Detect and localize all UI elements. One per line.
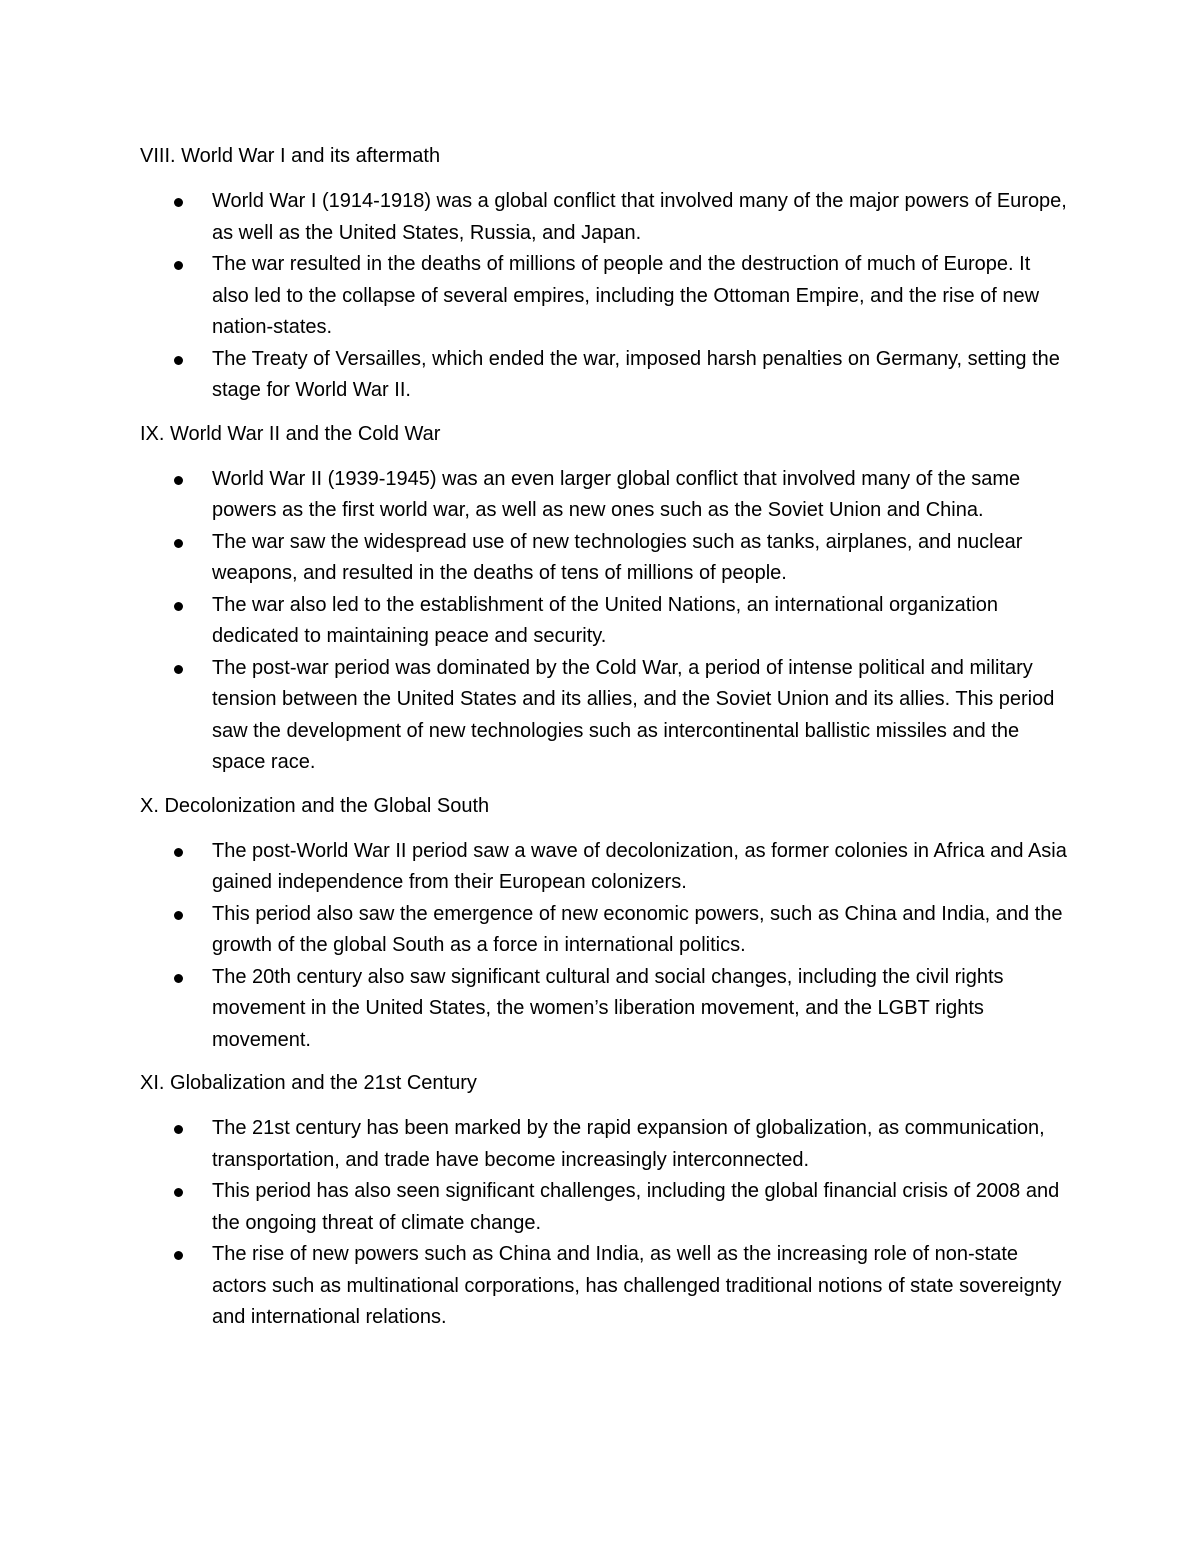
bullet-icon — [174, 1251, 183, 1260]
list-item-text: This period has also seen significant challenges, including the global financial crisis of 2008 and the ongoing threat of climate change. — [212, 1180, 1060, 1234]
list-item — [140, 249, 1070, 344]
bullet-icon — [174, 848, 183, 857]
section-heading: VIII. World War I and its aftermath — [140, 145, 441, 167]
list-item — [140, 653, 1070, 779]
list-item-text: The Treaty of Versailles, which ended the war, imposed harsh penalties on Germany, setting the stage for World War II. — [212, 347, 1060, 401]
bullet-icon — [174, 665, 183, 674]
list-item — [140, 527, 1070, 590]
bullet-list — [140, 186, 1070, 407]
bullet-icon — [174, 974, 183, 983]
list-item-text: The rise of new powers such as China and India, as well as the increasing role of non-state actors such as multinational corporations, has challenged traditional notions of state sovereignty and international relations. — [212, 1243, 1062, 1328]
list-item — [140, 962, 1070, 1057]
list-item-text: World War II (1939-1945) was an even larger global conflict that involved many of the same powers as the first world war, as well as new ones such as the Soviet Union and China. — [212, 467, 1021, 521]
bullet-icon — [174, 198, 183, 207]
bullet-icon — [174, 911, 183, 920]
bullet-list — [140, 464, 1070, 779]
section-heading: X. Decolonization and the Global South — [140, 794, 490, 817]
list-item-text: The 21st century has been marked by the rapid expansion of globalization, as communication, transportation, and trade have become increasingly interconnected. — [212, 1117, 1045, 1171]
section-heading: XI. Globalization and the 21st Century — [140, 1072, 477, 1094]
section-decolonization — [140, 790, 1070, 1057]
document-body — [140, 140, 1070, 1345]
list-item-text: The post-war period was dominated by the Cold War, a period of intense political and military tension between the United States and its allies, and the Soviet Union and its allies. This period saw the development of new technologies such as intercontinental ballistic missiles and the space race. — [212, 656, 1055, 773]
list-item — [140, 899, 1070, 962]
list-item — [140, 836, 1070, 899]
list-item — [140, 344, 1070, 407]
bullet-icon — [174, 261, 183, 270]
list-item-text: The war resulted in the deaths of millions of people and the destruction of much of Europe. It also led to the collapse of several empires, including the Ottoman Empire, and the rise of new nation-states. — [212, 253, 1040, 338]
bullet-list — [140, 1113, 1070, 1334]
bullet-list — [140, 836, 1070, 1057]
section-globalization — [140, 1067, 1070, 1334]
list-item — [140, 1239, 1070, 1334]
list-item-text: The war saw the widespread use of new technologies such as tanks, airplanes, and nuclear weapons, and resulted in the deaths of tens of millions of people. — [212, 530, 1023, 584]
bullet-icon — [174, 1188, 183, 1197]
bullet-icon — [174, 539, 183, 548]
list-item — [140, 590, 1070, 653]
bullet-icon — [174, 1125, 183, 1134]
bullet-icon — [174, 602, 183, 611]
section-world-war-i — [140, 140, 1070, 407]
list-item-text: The war also led to the establishment of the United Nations, an international organization dedicated to maintaining peace and security. — [212, 593, 999, 647]
list-item — [140, 464, 1070, 527]
list-item-text: The 20th century also saw significant cultural and social changes, including the civil rights movement in the United States, the women’s liberation movement, and the LGBT rights movement. — [212, 965, 1004, 1051]
bullet-icon — [174, 476, 183, 485]
list-item-text: This period also saw the emergence of new economic powers, such as China and India, and the growth of the global South as a force in international politics. — [212, 902, 1063, 956]
section-heading: IX. World War II and the Cold War — [140, 422, 441, 445]
list-item-text: World War I (1914-1918) was a global conflict that involved many of the major powers of Europe, as well as the United States, Russia, and Japan. — [212, 190, 1067, 244]
list-item-text: The post-World War II period saw a wave of decolonization, as former colonies in Africa and Asia gained independence from their European colonizers. — [212, 839, 1067, 893]
bullet-icon — [174, 356, 183, 365]
section-world-war-ii — [140, 418, 1070, 779]
list-item — [140, 1113, 1070, 1176]
list-item — [140, 186, 1070, 249]
list-item — [140, 1176, 1070, 1239]
